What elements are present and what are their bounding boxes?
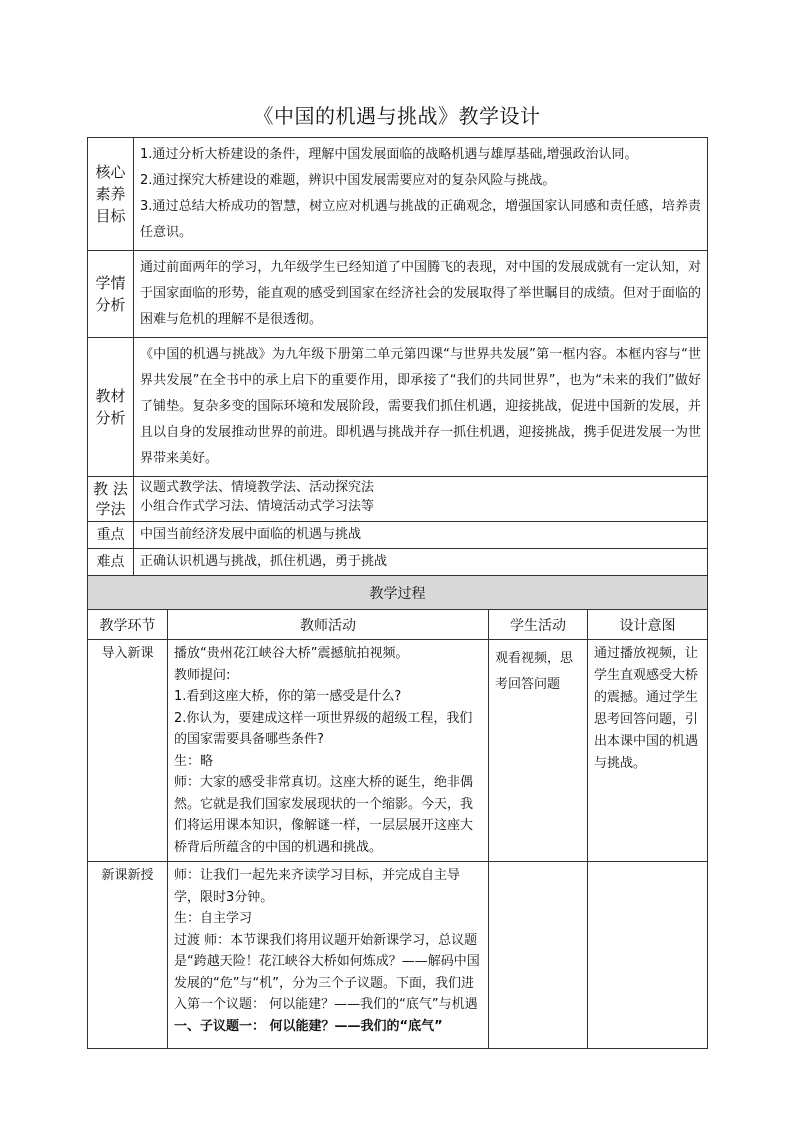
difficulty-point: 正确认识机遇与挑战，抓住机遇，勇于挑战 <box>134 549 708 576</box>
goal-line: 2.通过探究大桥建设的难题，辨识中国发展需要应对的复杂风险与挑战。 <box>140 173 556 188</box>
textbook-text <box>134 338 708 477</box>
method-line: 议题式教学法、情境教学法、活动探究法 <box>140 480 375 495</box>
teacher-activity-intro <box>168 640 489 862</box>
teacher-line: 2.你认为，要建成这样一项世界级的超级工程，我们的国家需要具备哪些条件? <box>174 710 473 747</box>
goals-text <box>134 138 708 251</box>
header-intent: 设计意图 <box>588 610 708 640</box>
process-header-row <box>88 610 708 640</box>
design-intent-intro: 通过播放视频，让学生直观感受大桥的震撼。通过学生思考回答问题，引出本课中国的机遇与挑战。 <box>588 640 708 862</box>
student-activity-intro: 观看视频，思考回答问题 <box>489 640 588 862</box>
teacher-line: 师：让我们一起先来齐读学习目标，并完成自主导学，限时3分钟。 <box>174 868 461 905</box>
goal-line: 1.通过分析大桥建设的条件，理解中国发展面临的战略机遇与雄厚基础,增强政治认同。 <box>140 147 638 162</box>
header-student: 学生活动 <box>489 610 588 640</box>
teacher-line: 播放“贵州花江峡谷大桥”震撼航拍视频。 <box>174 646 409 661</box>
overview-row-textbook <box>88 338 708 477</box>
process-section-title: 教学过程 <box>88 576 708 610</box>
key-point: 中国当前经济发展中面临的机遇与挑战 <box>134 522 708 549</box>
label-methods: 教 法 学法 <box>88 477 134 522</box>
teacher-line: 师：大家的感受非常真切。这座大桥的诞生，绝非偶然。它就是我们国家发展现状的一个缩影。今天，我们将运用课本知识，像解谜一样，一层层展开这座大桥背后所蕴含的中国的机遇和挑战。 <box>174 775 474 855</box>
process-row-new <box>88 862 708 1049</box>
overview-row-key <box>88 522 708 549</box>
process-row-intro <box>88 640 708 862</box>
design-intent-new <box>588 862 708 1049</box>
methods-text <box>134 477 708 522</box>
teacher-activity-new <box>168 862 489 1049</box>
overview-row-difficulty <box>88 549 708 576</box>
teacher-line: 教师提问: <box>174 667 231 683</box>
label-textbook: 教材 分析 <box>88 338 134 477</box>
learner-text <box>134 251 708 338</box>
teacher-line: 过渡 师：本节课我们将用议题开始新课学习，总议题是“跨越天险！花江峡谷大桥如何炼成？——解码中国发展的“危”与“机”，分为三个子议题。下面，我们进入第一个议题： 何以能建？——我们的“底气”与机遇 <box>174 932 480 1012</box>
teacher-line: 生：自主学习 <box>174 911 253 926</box>
process-title-row <box>88 576 708 610</box>
overview-row-goals <box>88 138 708 251</box>
phase-intro: 导入新课 <box>88 640 168 862</box>
page-title: 《中国的机遇与挑战》教学设计 <box>253 104 541 128</box>
label-goals: 核心 素养 目标 <box>88 138 134 251</box>
teacher-line: 1.看到这座大桥，你的第一感受是什么? <box>174 689 402 704</box>
phase-new: 新课新授 <box>88 862 168 1049</box>
subtopic-heading: 一、子议题一： 何以能建？——我们的“底气” <box>174 1018 443 1034</box>
label-difficulty: 难点 <box>88 549 134 576</box>
label-learner: 学情 分析 <box>88 251 134 338</box>
student-activity-new <box>489 862 588 1049</box>
overview-row-methods <box>88 477 708 522</box>
textbook-paragraph: 《中国的机遇与挑战》为九年级下册第二单元第四课“与世界共发展”第一框内容。本框内容与“世界共发展”在全书中的承上启下的重要作用，即承接了“我们的共同世界”，也为“未来的我们”做好了铺垫。复杂多变的国际环境和发展阶段，需要我们抓住机遇，迎接挑战，促进中国新的发展，并且以自身的发展推动世界的前进。即机遇与挑战并存一抓住机遇，迎接挑战，携手促进发展一为世界带来美好。 <box>140 347 702 466</box>
label-key: 重点 <box>88 522 134 549</box>
lesson-plan-table <box>87 137 708 1049</box>
header-phase: 教学环节 <box>88 610 168 640</box>
method-line: 小组合作式学习法、情境活动式学习法等 <box>140 499 375 514</box>
overview-row-learner <box>88 251 708 338</box>
learner-paragraph: 通过前面两年的学习，九年级学生已经知道了中国腾飞的表现，对中国的发展成就有一定认知，对于国家面临的形势，能直观的感受到国家在经济社会的发展取得了举世瞩目的成绩。但对于面临的困难与危机的理解不是很透彻。 <box>140 260 702 327</box>
goal-line: 3.通过总结大桥成功的智慧，树立应对机遇与挑战的正确观念，增强国家认同感和责任感，培养责任意识。 <box>140 199 702 240</box>
header-teacher: 教师活动 <box>168 610 489 640</box>
teacher-line: 生：略 <box>174 753 214 769</box>
